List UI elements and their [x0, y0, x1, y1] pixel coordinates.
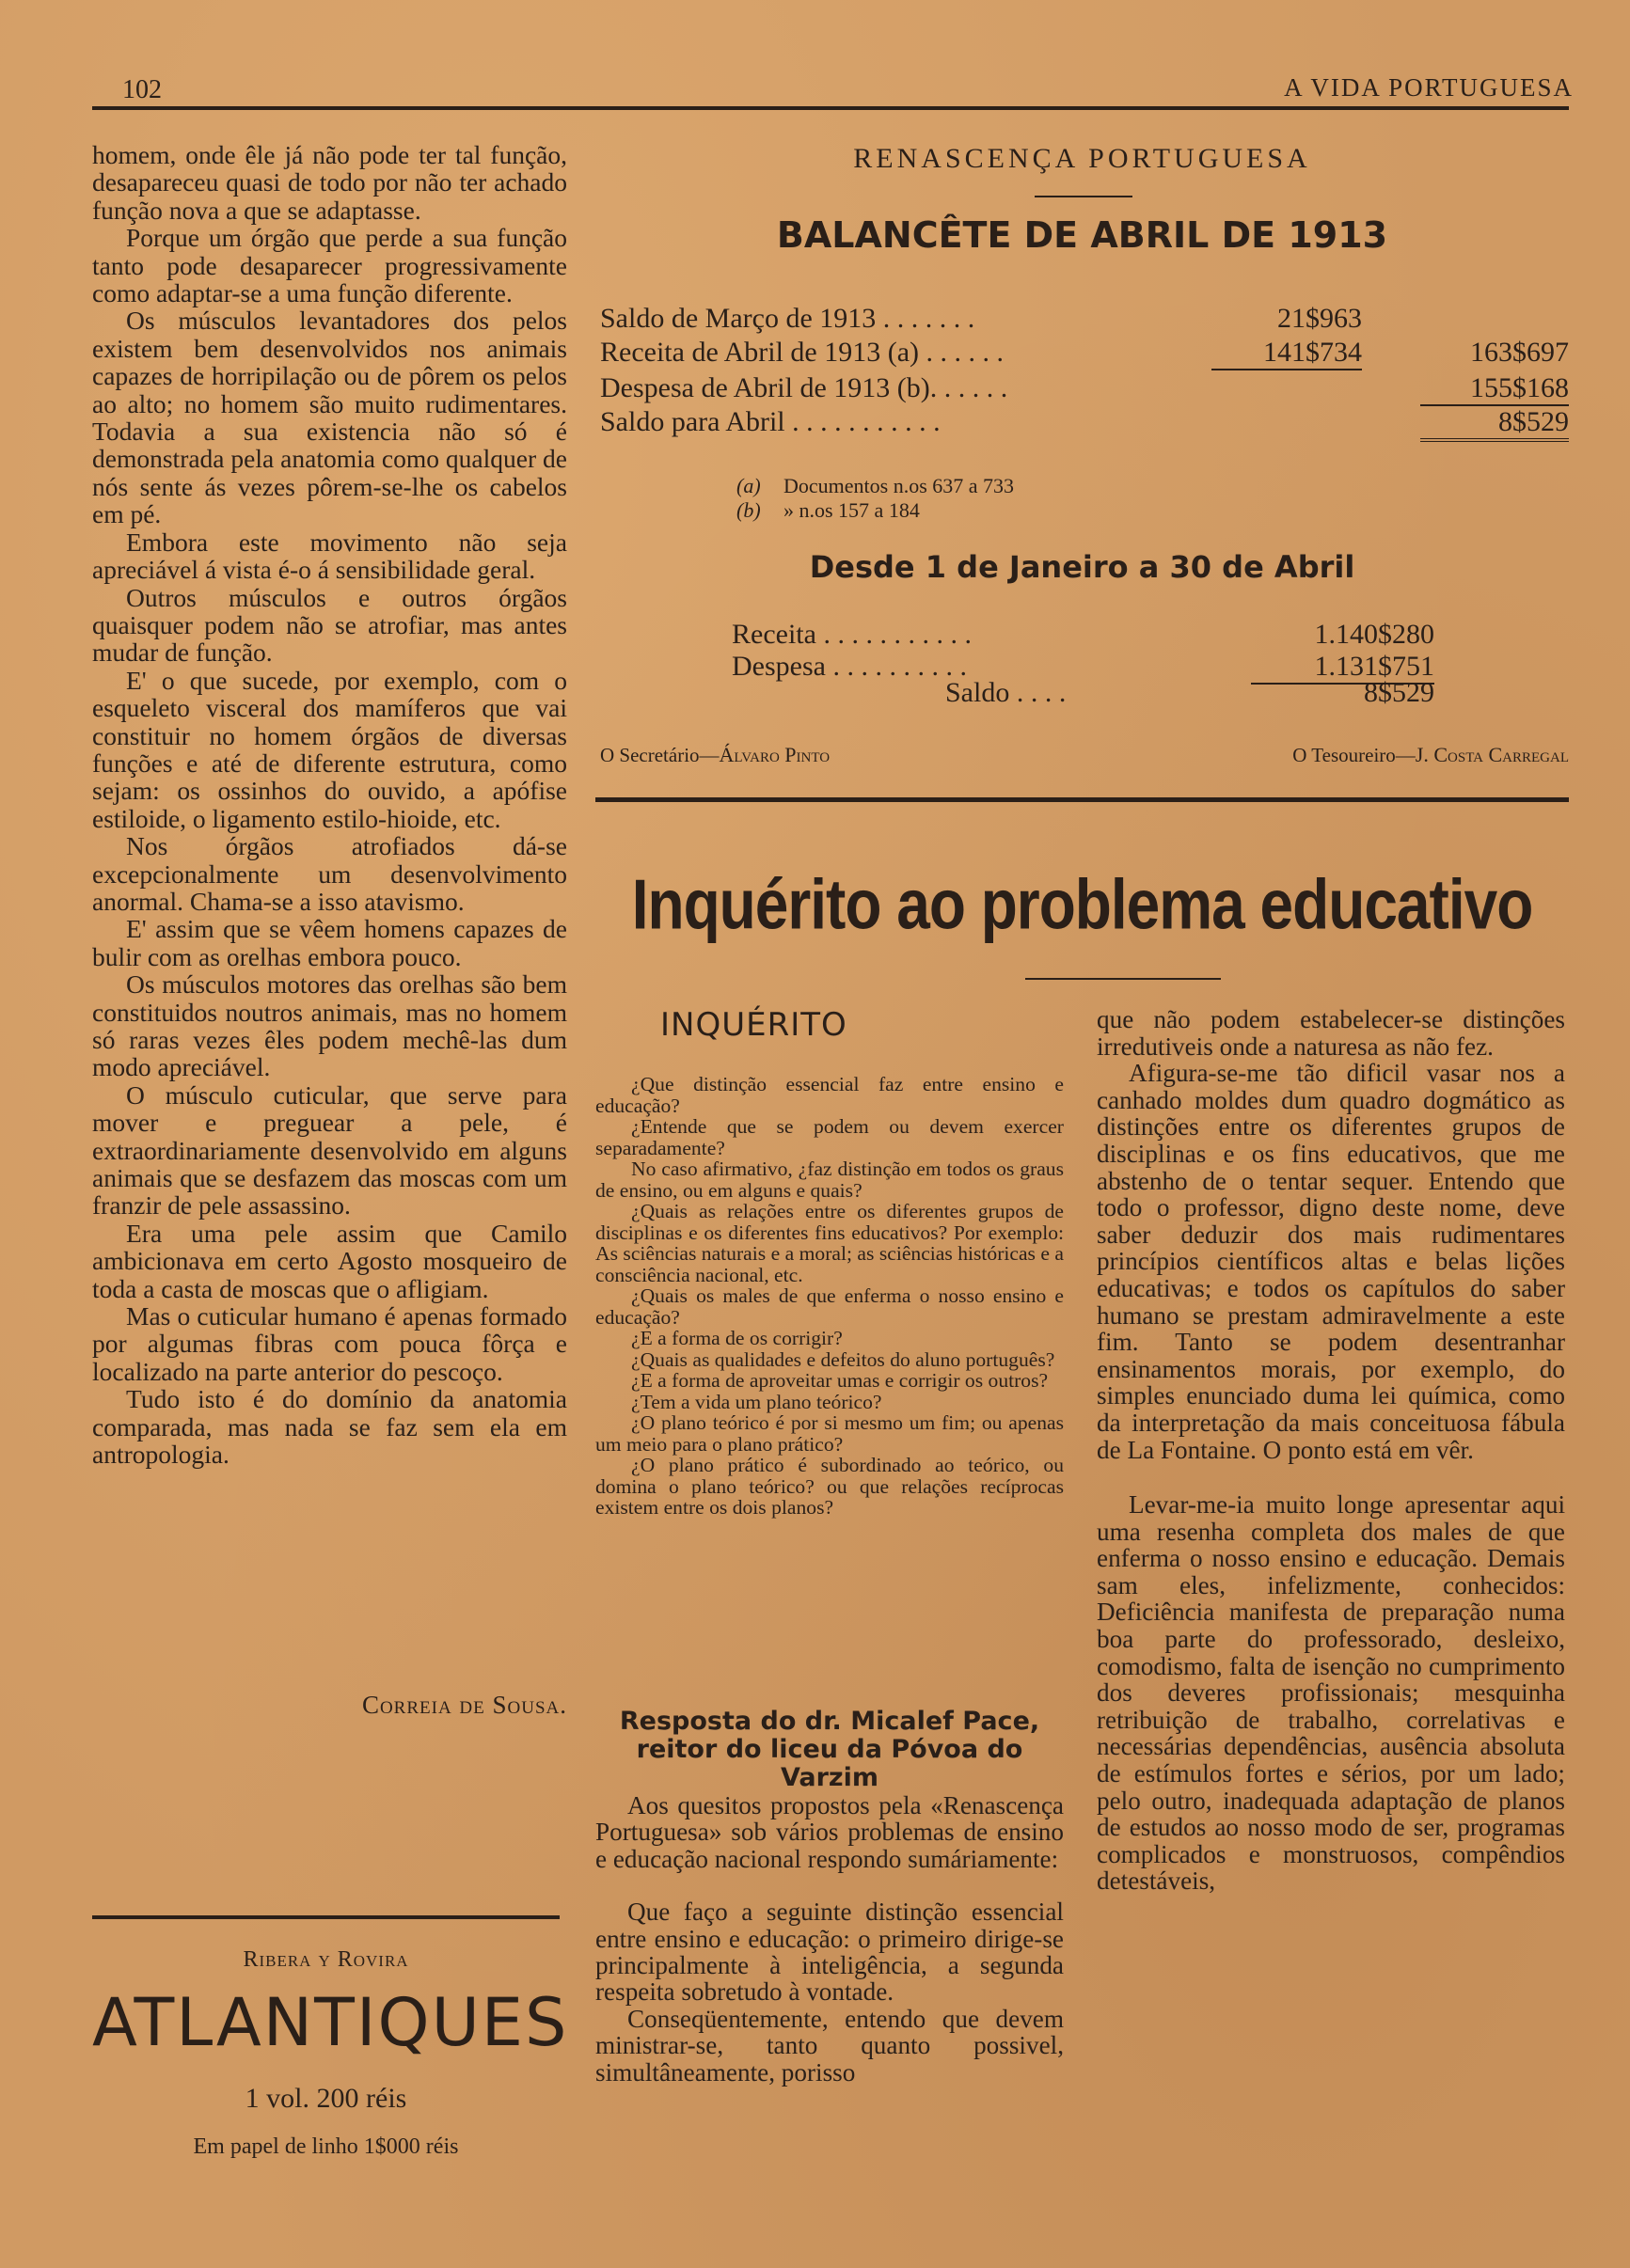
period-value: 1.131$751: [1251, 651, 1434, 685]
response-text: [595, 1792, 1064, 2086]
ledger-label: Saldo de Março de 1913 . . . . . . .: [600, 303, 975, 334]
question: ¿Que distinção essencial faz entre ensino e educação?: [595, 1073, 1064, 1117]
advert-author: Ribera y Rovira: [243, 1947, 409, 1972]
period-label: Saldo . . . .: [945, 677, 1067, 708]
advert-rule: [92, 1915, 560, 1919]
question: ¿Entende que se podem ou devem exercer separadamente?: [595, 1115, 1064, 1159]
questions-block: [595, 1074, 1064, 1519]
paragraph: que não podem estabelecer-se distinções irredutiveis onde a naturesa as não fez.: [1097, 1005, 1565, 1061]
period-label: Receita . . . . . . . . . . .: [732, 619, 972, 650]
response-heading: Resposta do dr. Micalef Pace, reitor do liceu da Póvoa do Varzim: [619, 1707, 1040, 1792]
paragraph: Os músculos motores das orelhas são bem constituidos noutros animais, mas no homem só raras vezes êles podem mechê-las dum modo apreciável.: [92, 969, 567, 1082]
paragraph: O músculo cuticular, que serve para mover e preguear a pele, é extraordinariamente desenvolvido em alguns animais que se desfazem das moscas com um franzir de pele assassino.: [92, 1079, 567, 1221]
running-title: A VIDA PORTUGUESA: [1284, 73, 1574, 102]
question: ¿Quais as qualidades e defeitos do aluno português?: [631, 1347, 1055, 1371]
question: No caso afirmativo, ¿faz distinção em todos os graus de ensino, ou em alguns e quais?: [595, 1158, 1064, 1202]
question: ¿E a forma de aproveitar umas e corrigir os outros?: [631, 1369, 1049, 1392]
balance-title: BALANCÊTE DE ABRIL DE 1913: [776, 214, 1388, 256]
period-title: Desde 1 de Janeiro a 30 de Abril: [809, 549, 1355, 585]
footnote-mark: (a): [736, 474, 761, 497]
organization-heading: RENASCENÇA PORTUGUESA: [853, 143, 1311, 174]
paragraph: Embora este movimento não seja apreciável á vista é-o á sensibilidade geral.: [92, 527, 567, 585]
ledger-total: 163$697: [1470, 337, 1569, 368]
paragraph: Levar-me-ia muito longe apresentar aqui uma resenha completa dos males de que enferma o nosso ensino e educação. Demais sam eles, infelizmente, conhecidos: Deficiência manifesta de preparação numa boa parte do professorado, desleixo, comodismo, falta de isenção no cumprimento dos deveres profissionais; mesquinha retribuição de trabalho, correlativas e necessárias dependências, ausência absoluta de estímulos fortes e sérios, por um lado; pelo outro, inadequada adaptação de planos de estudos ao nosso modo de ser, programas complicados e monstruosos, compêndios detestáveis,: [1097, 1490, 1565, 1896]
advert-title: ATLANTIQUES: [92, 1984, 569, 2061]
question: ¿Quais as relações entre os diferentes grupos de disciplinas e os diferentes fins educativos? Por exemplo: As sciências naturais e a moral; as sciências históricas e a consciência nacional, etc.: [595, 1200, 1064, 1286]
ledger-label: Despesa de Abril de 1913 (b). . . . . .: [600, 372, 1008, 403]
question: ¿O plano teórico é por si mesmo um fim; ou apenas um meio para o plano prático?: [595, 1411, 1064, 1456]
ledger-value: 141$734: [1211, 337, 1362, 370]
question: ¿O plano prático é subordinado ao teórico, ou domina o plano teórico? ou que relações recíprocas existem entre os dois planos?: [595, 1454, 1064, 1519]
ledger-label: Saldo para Abril . . . . . . . . . . .: [600, 406, 941, 437]
paragraph: Os músculos levantadores dos pelos existem bem desenvolvidos nos animais capazes de horripilação ou de pôrem os pelos ao alto; no homem são muito rudimentares. Todavia a sua existencia não só é demonstrada pela anatomia como qualquer de nós sente ás vezes pôrem-se-lhe os cabelos em pé.: [92, 306, 567, 529]
section-rule: [595, 797, 1569, 802]
footnote: [736, 474, 1014, 498]
paragraph: Aos quesitos propostos pela «Renascença Portuguesa» sob vários problemas de ensino e educação nacional respondo sumáriamente:: [595, 1791, 1064, 1873]
inquiry-title: Inquérito ao problema educativo: [631, 864, 1533, 945]
paragraph: Afigura-se-me tão dificil vasar nos a canhado moldes dum quadro dogmático as distinções entre os diferentes grupos de disciplinas e os fins educativos, que me abstenho de o tentar sequer. Entendo que todo o professor, digno deste nome, deve saber deduzir dos mais rudimentares princípios científicos altas e belas lições educativas; e todos os capítulos do saber humano se prestam admiravelmente a este fim. Tanto se podem desentranhar ensinamentos morais, por exemplo, do simples enunciado duma lei química, como da interpretação da mais conceituosa fábula de La Fontaine. O ponto está em vêr.: [1097, 1059, 1565, 1464]
paragraph: E' assim que se vêem homens capazes de bulir com as orelhas embora pouco.: [92, 914, 567, 971]
footnote-text: Documentos n.os 637 a 733: [783, 474, 1015, 497]
treasurer-signature: O Tesoureiro—J. Costa Carregal: [1292, 743, 1569, 766]
advert-price: 1 vol. 200 réis: [245, 2083, 407, 2114]
footnote-text: » n.os 157 a 184: [783, 498, 920, 522]
paragraph: Que faço a seguinte distinção essencial entre ensino e educação: o primeiro dirige-se principalmente à inteligência, a segunda respeita sobretudo à vontade.: [595, 1898, 1064, 2007]
article-signature: Correia de Sousa.: [361, 1691, 567, 1719]
question: ¿Tem a vida um plano teórico?: [631, 1390, 882, 1413]
period-label: Despesa . . . . . . . . . .: [732, 651, 967, 682]
ledger-label: Receita de Abril de 1913 (a) . . . . . .: [600, 337, 1005, 368]
paragraph: Conseqüentemente, entendo que devem ministrar-se, tanto quanto possivel, simultâneamente, porisso: [595, 2004, 1064, 2087]
paragraph: Outros músculos e outros órgãos quaisquer podem não se atrofiar, mas antes mudar de função.: [92, 582, 567, 668]
advert-paper-price: Em papel de linho 1$000 réis: [193, 2134, 459, 2159]
footnote: [736, 498, 920, 523]
paragraph: homem, onde êle já não pode ter tal função, desapareceu quasi de todo por não ter achado função nova a que se adaptasse.: [92, 140, 567, 225]
question: ¿Quais os males de que enferma o nosso ensino e educação?: [595, 1284, 1064, 1329]
column-3-text: [1097, 1006, 1565, 1895]
paragraph: Mas o cuticular humano é apenas formado por algumas fibras com pouca fôrça e localizado na parte anterior do pescoço.: [92, 1301, 567, 1386]
paragraph: E' o que sucede, por exemplo, com o esqueleto visceral dos mamíferos que vai constituir no homem órgãos de diversas funções e até de diferente estrutura, como sejam: os ossinhos do ouvido, a apófise estiloide, o ligamento estilo-hioide, etc.: [92, 665, 567, 833]
inquiry-section-head: INQUÉRITO: [660, 1006, 847, 1044]
ledger-total: 155$168: [1420, 372, 1569, 406]
page-number: 102: [122, 75, 162, 104]
ledger-total: 8$529: [1420, 406, 1569, 442]
secretary-signature: O Secretário—Álvaro Pinto: [600, 743, 831, 766]
column-1-text: [92, 141, 567, 1469]
paragraph: Tudo isto é do domínio da anatomia comparada, mas nada se faz sem ela em antropologia.: [92, 1384, 567, 1470]
period-value: 1.140$280: [1314, 619, 1434, 650]
heading-rule: [1035, 196, 1132, 197]
header-rule: [92, 106, 1569, 110]
footnote-mark: (b): [736, 498, 761, 522]
question: ¿E a forma de os corrigir?: [631, 1327, 843, 1349]
paragraph: Era uma pele assim que Camilo ambicionava em certo Agosto mosqueiro de toda a casta de moscas que o afligiam.: [92, 1218, 567, 1303]
paragraph: Porque um órgão que perde a sua função tanto pode desaparecer progressivamente como adaptar-se a uma função diferente.: [92, 223, 567, 308]
paragraph: Nos órgãos atrofiados dá-se excepcionalmente um desenvolvimento anormal. Chama-se a isso atavismo.: [92, 831, 567, 916]
period-value: 8$529: [1364, 677, 1434, 708]
title-rule: [1025, 978, 1221, 980]
ledger-value: 21$963: [1277, 303, 1362, 334]
